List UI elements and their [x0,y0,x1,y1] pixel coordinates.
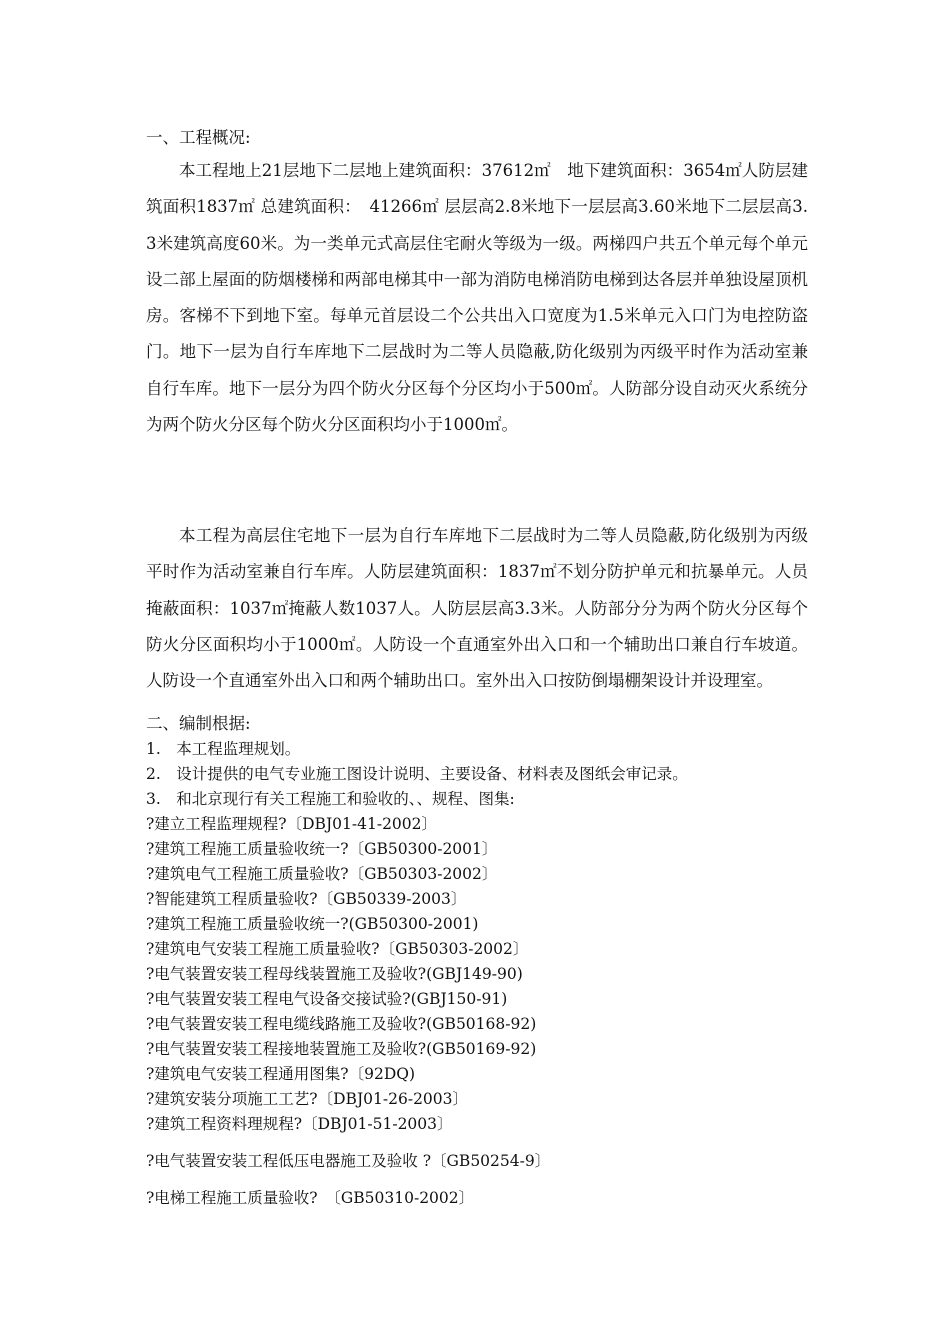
list-item: ?建筑安装分项施工工艺?〔DBJ01-26-2003〕 [146,1090,469,1108]
list-item: ?建筑工程施工质量验收统一?(GB50300-2001) [146,915,479,933]
list-item: ?电气装置安装工程接地装置施工及验收?(GB50169-92) [146,1040,537,1058]
list-item: ?建筑工程资料理规程?〔DBJ01-51-2003〕 [146,1115,453,1133]
list-item: ?建筑电气工程施工质量验收?〔GB50303-2002〕 [146,865,498,883]
section1-heading: 一、工程概况: [146,128,251,147]
list-item: 2. 设计提供的电气专业施工图设计说明、主要设备、材料表及图纸会审记录。 [146,765,688,783]
section2-heading: 二、编制根据: [146,714,251,733]
list-item: ?建筑工程施工质量验收统一?〔GB50300-2001〕 [146,840,498,858]
overview-paragraph-1: 本工程地上21层地下二层地上建筑面积：37612㎡ 地下建筑面积：3654㎡人防层建筑面积1837㎡ 总建筑面积： 41266㎡ 层层高2.8米地下一层层高3.60米地下二层层高3.3米建筑高度60米。为一类单元式高层住宅耐火等级为一级。两梯四户共五个单元每个单元设二部上屋面的防烟楼梯和两部电梯其中一部为消防电梯消防电梯到达各层并单独设屋顶机房。客梯不下到地下室。每单元首层设二个公共出入口宽度为1.5米单元入口门为电控防盗门。地下一层为自行车库地下二层战时为二等人员隐蔽,防化级别为丙级平时作为活动室兼自行车库。地下一层分为四个防火分区每个分区均小于500㎡。人防部分设自动灭火系统分为两个防火分区每个防火分区面积均小于1000㎡。 [146,161,808,435]
list-item: ?电气装置安装工程电气设备交接试验?(GBJ150-91) [146,990,508,1008]
list-item: ?电气装置安装工程母线装置施工及验收?(GBJ149-90) [146,965,523,983]
list-item: ?建筑电气安装工程施工质量验收?〔GB50303-2002〕 [146,940,529,958]
list-item: ?电气装置安装工程电缆线路施工及验收?(GB50168-92) [146,1015,537,1033]
basis-list [146,737,688,1211]
list-item: ?建立工程监理规程?〔DBJ01-41-2002〕 [146,815,438,833]
list-item: ?电梯工程施工质量验收? 〔GB50310-2002〕 [146,1189,475,1207]
list-item: ?智能建筑工程质量验收?〔GB50339-2003〕 [146,890,467,908]
list-item: 3. 和北京现行有关工程施工和验收的、、规程、图集: [146,790,515,808]
list-item: 1. 本工程监理规划。 [146,740,301,758]
list-item: ?建筑电气安装工程通用图集?〔92DQ) [146,1065,416,1083]
overview-paragraph-2: 本工程为高层住宅地下一层为自行车库地下二层战时为二等人员隐蔽,防化级别为丙级平时作为活动室兼自行车库。人防层建筑面积：1837㎡不划分防护单元和抗暴单元。人员掩蔽面积：1037㎡掩蔽人数1037人。人防层层高3.3米。人防部分分为两个防火分区每个防火分区面积均小于1000㎡。人防设一个直通室外出入口和一个辅助出口兼自行车坡道。人防设一个直通室外出入口和两个辅助出口。室外出入口按防倒塌棚架设计并设理室。 [146,526,808,691]
list-item: ?电气装置安装工程低压电器施工及验收 ?〔GB50254-9〕 [146,1152,551,1170]
